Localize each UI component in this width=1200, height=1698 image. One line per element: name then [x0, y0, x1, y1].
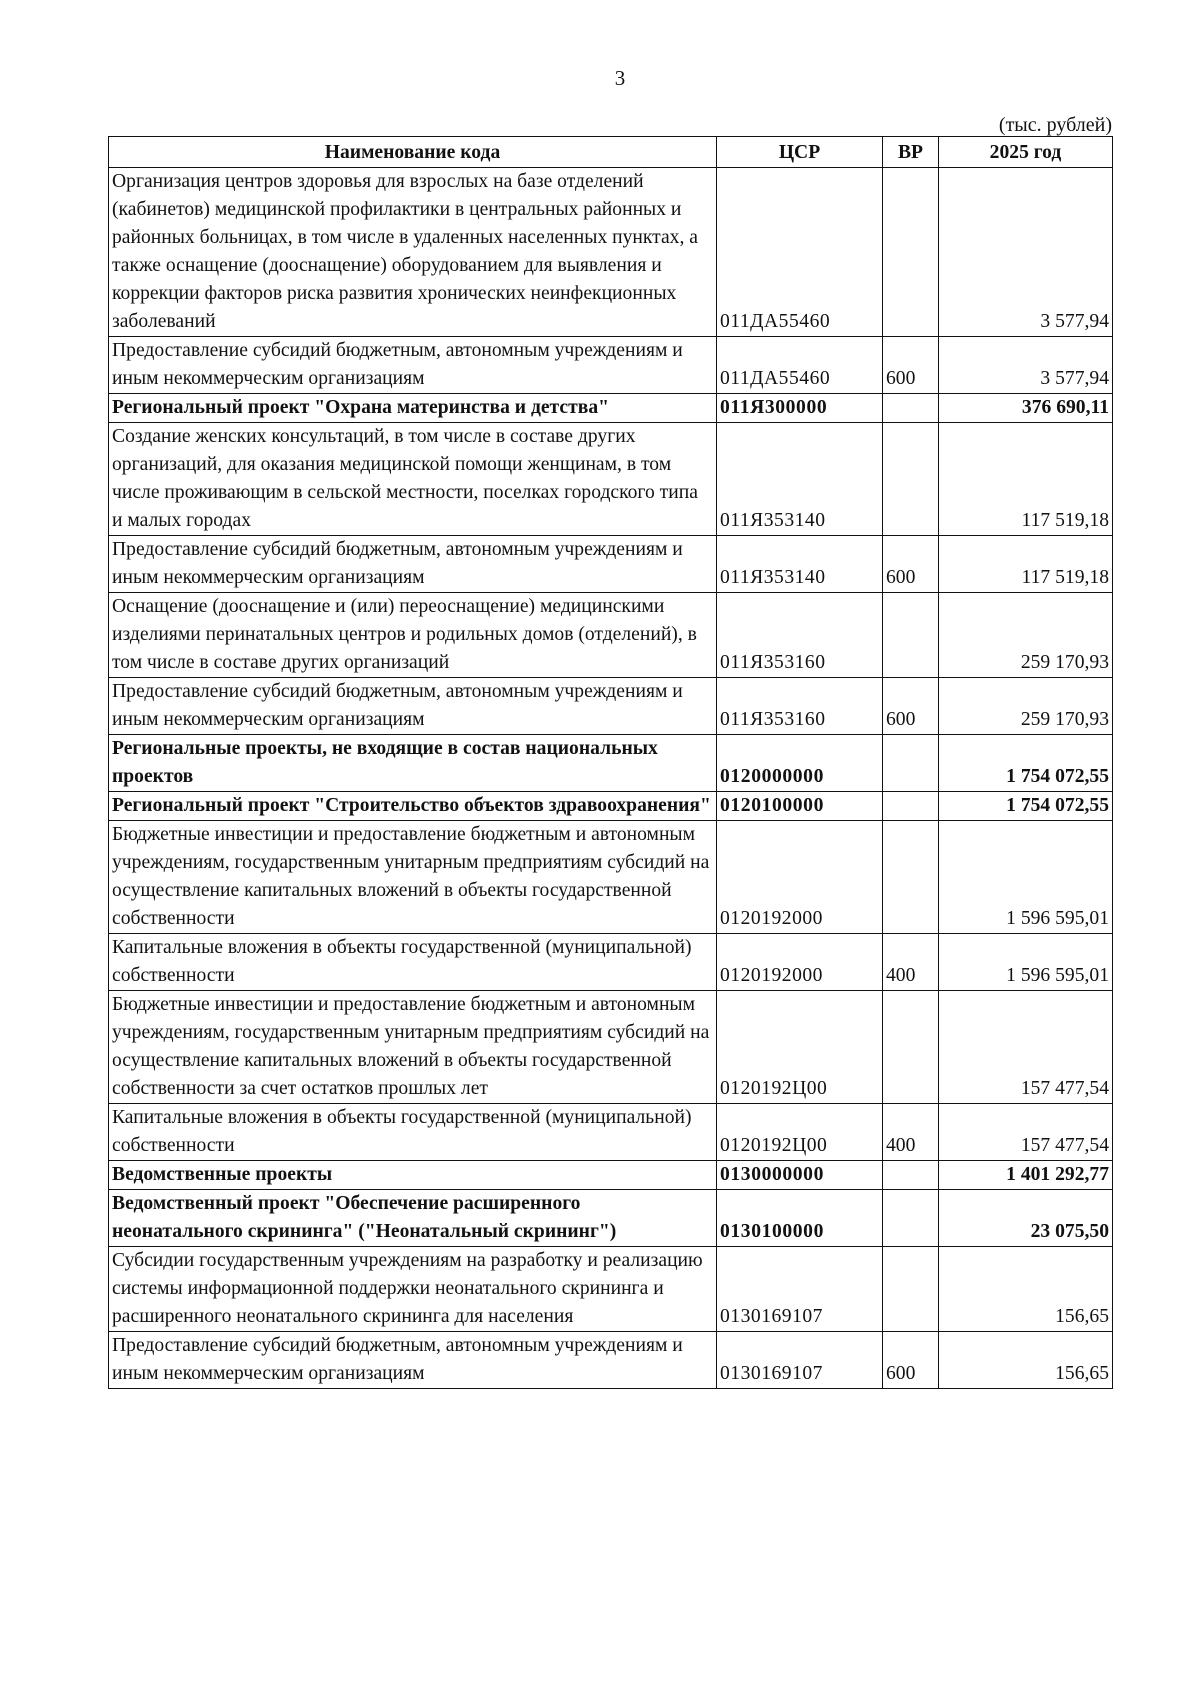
row-sum: 157 477,54 — [939, 1104, 1113, 1161]
row-csr: 0120000000 — [717, 735, 883, 792]
row-sum: 156,65 — [939, 1332, 1113, 1389]
page-number: 3 — [614, 66, 626, 90]
table-row — [109, 821, 1113, 934]
table-row — [109, 1247, 1113, 1332]
row-name: Бюджетные инвестиции и предоставление бюджетным и автономным учреждениям, государственным унитарным предприятиям субсидий на осуществление капитальных вложений в объекты государственной собственности за счет остатков прошлых лет — [109, 991, 717, 1104]
table-row — [109, 337, 1113, 394]
table-row — [109, 423, 1113, 536]
row-vr: 600 — [883, 337, 939, 394]
row-sum: 259 170,93 — [939, 593, 1113, 678]
row-csr: 011Я300000 — [717, 394, 883, 423]
header-vr: ВР — [883, 137, 939, 168]
row-vr: 400 — [883, 1104, 939, 1161]
row-name: Капитальные вложения в объекты государственной (муниципальной) собственности — [109, 1104, 717, 1161]
table-row — [109, 1332, 1113, 1389]
row-name: Предоставление субсидий бюджетным, автономным учреждениям и иным некоммерческим организациям — [109, 1332, 717, 1389]
row-sum: 156,65 — [939, 1247, 1113, 1332]
row-csr: 0130000000 — [717, 1161, 883, 1190]
row-name: Организация центров здоровья для взрослых на базе отделений (кабинетов) медицинской профилактики в центральных районных и районных больницах, в том числе в удаленных населенных пунктах, а также оснащение (дооснащение) оборудованием для выявления и коррекции факторов риска развития хронических неинфекционных заболеваний — [109, 168, 717, 337]
row-csr: 0120192Ц00 — [717, 991, 883, 1104]
row-sum: 1 754 072,55 — [939, 792, 1113, 821]
row-vr — [883, 735, 939, 792]
row-name: Региональный проект "Строительство объектов здравоохранения" — [109, 792, 717, 821]
row-name: Предоставление субсидий бюджетным, автономным учреждениям и иным некоммерческим организациям — [109, 337, 717, 394]
table-row — [109, 536, 1113, 593]
budget-table — [108, 136, 1113, 1389]
row-csr: 011Я353160 — [717, 593, 883, 678]
row-vr — [883, 394, 939, 423]
row-name: Ведомственные проекты — [109, 1161, 717, 1190]
row-sum: 117 519,18 — [939, 423, 1113, 536]
row-vr: 400 — [883, 934, 939, 991]
table-row — [109, 1104, 1113, 1161]
row-csr: 0120192Ц00 — [717, 1104, 883, 1161]
row-sum: 157 477,54 — [939, 991, 1113, 1104]
row-vr: 600 — [883, 1332, 939, 1389]
row-vr — [883, 168, 939, 337]
row-sum: 3 577,94 — [939, 337, 1113, 394]
row-sum: 376 690,11 — [939, 394, 1113, 423]
row-csr: 011Я353140 — [717, 423, 883, 536]
table-row — [109, 1161, 1113, 1190]
row-sum: 259 170,93 — [939, 678, 1113, 735]
row-vr — [883, 1161, 939, 1190]
table-row — [109, 593, 1113, 678]
row-csr: 0130169107 — [717, 1247, 883, 1332]
row-vr: 600 — [883, 536, 939, 593]
row-csr: 0130169107 — [717, 1332, 883, 1389]
table-row — [109, 735, 1113, 792]
row-sum: 1 596 595,01 — [939, 934, 1113, 991]
row-sum: 3 577,94 — [939, 168, 1113, 337]
row-vr — [883, 593, 939, 678]
row-vr — [883, 792, 939, 821]
row-sum: 1 401 292,77 — [939, 1161, 1113, 1190]
row-csr: 011Я353140 — [717, 536, 883, 593]
row-sum: 1 754 072,55 — [939, 735, 1113, 792]
row-csr: 0120100000 — [717, 792, 883, 821]
row-vr: 600 — [883, 678, 939, 735]
table-body — [109, 168, 1113, 1389]
row-name: Бюджетные инвестиции и предоставление бюджетным и автономным учреждениям, государственным унитарным предприятиям субсидий на осуществление капитальных вложений в объекты государственной собственности — [109, 821, 717, 934]
row-name: Создание женских консультаций, в том числе в составе других организаций, для оказания медицинской помощи женщинам, в том числе проживающим в сельской местности, поселках городского типа и малых городах — [109, 423, 717, 536]
row-vr — [883, 991, 939, 1104]
row-csr: 011ДА55460 — [717, 337, 883, 394]
row-csr: 0120192000 — [717, 821, 883, 934]
table-row — [109, 934, 1113, 991]
table-row — [109, 168, 1113, 337]
row-sum: 23 075,50 — [939, 1190, 1113, 1247]
row-name: Региональные проекты, не входящие в состав национальных проектов — [109, 735, 717, 792]
row-vr — [883, 1247, 939, 1332]
header-csr: ЦСР — [717, 137, 883, 168]
row-csr: 011Я353160 — [717, 678, 883, 735]
row-name: Предоставление субсидий бюджетным, автономным учреждениям и иным некоммерческим организациям — [109, 678, 717, 735]
table-row — [109, 678, 1113, 735]
row-name: Ведомственный проект "Обеспечение расширенного неонатального скрининга" ("Неонатальный скрининг") — [109, 1190, 717, 1247]
row-sum: 117 519,18 — [939, 536, 1113, 593]
row-name: Субсидии государственным учреждениям на разработку и реализацию системы информационной поддержки неонатального скрининга и расширенного неонатального скрининга для населения — [109, 1247, 717, 1332]
units-label: (тыс. рублей) — [998, 114, 1112, 136]
row-vr — [883, 423, 939, 536]
table-row — [109, 1190, 1113, 1247]
row-sum: 1 596 595,01 — [939, 821, 1113, 934]
row-csr: 0130100000 — [717, 1190, 883, 1247]
row-name: Оснащение (дооснащение и (или) переоснащение) медицинскими изделиями перинатальных центров и родильных домов (отделений), в том числе в составе других организаций — [109, 593, 717, 678]
row-vr — [883, 1190, 939, 1247]
row-name: Региональный проект "Охрана материнства и детства" — [109, 394, 717, 423]
table-row — [109, 394, 1113, 423]
row-name: Предоставление субсидий бюджетным, автономным учреждениям и иным некоммерческим организациям — [109, 536, 717, 593]
row-name: Капитальные вложения в объекты государственной (муниципальной) собственности — [109, 934, 717, 991]
table-row — [109, 792, 1113, 821]
row-csr: 011ДА55460 — [717, 168, 883, 337]
row-vr — [883, 821, 939, 934]
header-year: 2025 год — [939, 137, 1113, 168]
table-header-row — [109, 137, 1113, 168]
table-row — [109, 991, 1113, 1104]
header-name: Наименование кода — [109, 137, 717, 168]
row-csr: 0120192000 — [717, 934, 883, 991]
